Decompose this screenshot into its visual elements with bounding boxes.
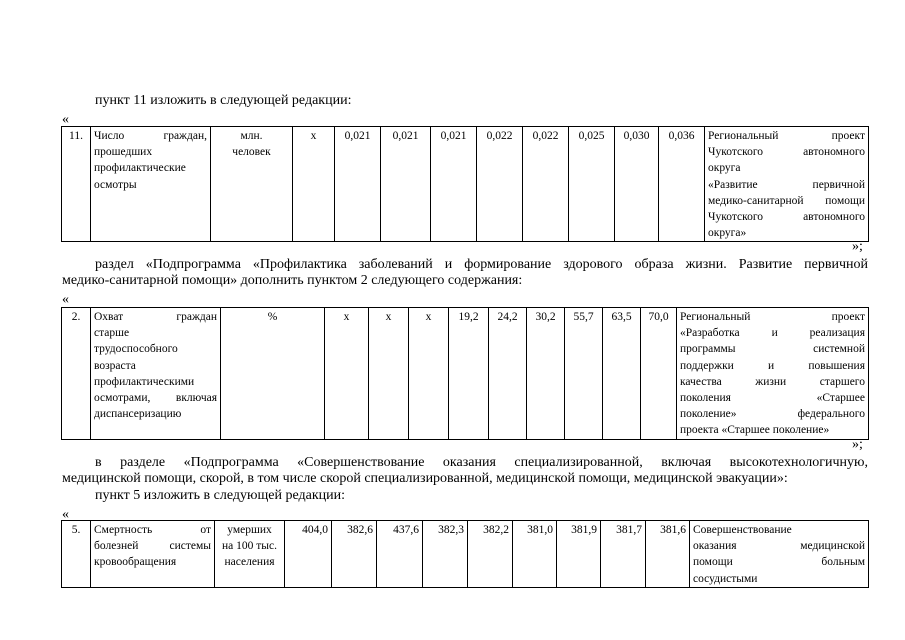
value-cell: 437,6 — [377, 521, 423, 588]
closing-quote: »; — [852, 239, 863, 254]
indicator-name-cell: Охват граждан старше трудоспособного возраста профилактическими осмотрами, включая диспансеризацию — [91, 308, 221, 440]
indicator-name-cell: Число граждан, прошедших профилактические осмотры — [91, 127, 211, 242]
closing-quote: »; — [852, 437, 863, 452]
section-intro-line-1: раздел «Подпрограмма «Профилактика заболеваний и формирование здорового образа жизни. Развитие первичной — [95, 257, 868, 272]
row-number: 2. — [62, 308, 91, 440]
unit-cell: % — [221, 308, 325, 440]
unit-cell: умерших на 100 тыс. населения — [215, 521, 285, 588]
value-cell: 381,7 — [601, 521, 646, 588]
unit-cell: млн. человек — [211, 127, 293, 242]
value-cell: 0,025 — [569, 127, 615, 242]
value-cell: x — [369, 308, 409, 440]
opening-quote: « — [62, 507, 69, 522]
value-cell: 0,021 — [431, 127, 477, 242]
value-cell: 404,0 — [285, 521, 332, 588]
value-cell: 0,030 — [615, 127, 659, 242]
indicator-name-cell: Смертность от болезней системы кровообращения — [91, 521, 215, 588]
value-cell: 0,021 — [381, 127, 431, 242]
value-cell: 381,0 — [513, 521, 557, 588]
section-intro-line-2: медико-санитарной помощи» дополнить пунктом 2 следующего содержания: — [62, 273, 523, 288]
item-5-intro: пункт 5 изложить в следующей редакции: — [95, 488, 345, 503]
indicator-table-item-2 — [61, 307, 869, 440]
value-cell: 382,3 — [423, 521, 468, 588]
value-cell: 24,2 — [489, 308, 527, 440]
table-row — [62, 308, 869, 440]
value-cell: 382,2 — [468, 521, 513, 588]
value-cell: 382,6 — [332, 521, 377, 588]
project-cell: Совершенствование оказания медицинской помощи больным сосудистыми — [690, 521, 869, 588]
subprogram-intro-line-1: в разделе «Подпрограмма «Совершенствование оказания специализированной, включая высокотехнологичную, — [95, 455, 868, 470]
indicator-table-item-11 — [61, 126, 869, 242]
table-row — [62, 521, 869, 588]
subprogram-intro-line-2: медицинской помощи, скорой, в том числе скорой специализированной, медицинской помощи, медицинской эвакуации»: — [62, 471, 788, 486]
value-cell: 381,6 — [646, 521, 690, 588]
value-cell: 0,021 — [335, 127, 381, 242]
value-cell: 0,036 — [659, 127, 705, 242]
indicator-table-item-5 — [61, 520, 869, 588]
project-cell: Региональный проект Чукотского автономного округа «Развитие первичной медико-санитарной помощи Чукотского автономного округа» — [705, 127, 869, 242]
value-cell: x — [325, 308, 369, 440]
item-11-intro: пункт 11 изложить в следующей редакции: — [95, 93, 352, 108]
project-cell: Региональный проект «Разработка и реализация программы системной поддержки и повышения качества жизни старшего поколения «Старшее поколение» федерального проекта «Старшее поколение» — [677, 308, 869, 440]
opening-quote: « — [62, 112, 69, 127]
value-cell: x — [409, 308, 449, 440]
value-cell: 0,022 — [523, 127, 569, 242]
row-number: 11. — [62, 127, 91, 242]
value-cell: 19,2 — [449, 308, 489, 440]
value-cell: 63,5 — [603, 308, 641, 440]
value-cell: 70,0 — [641, 308, 677, 440]
value-cell: 55,7 — [565, 308, 603, 440]
value-cell: 0,022 — [477, 127, 523, 242]
row-number: 5. — [62, 521, 91, 588]
opening-quote: « — [62, 292, 69, 307]
value-cell: 30,2 — [527, 308, 565, 440]
base-value-cell: x — [293, 127, 335, 242]
table-row — [62, 127, 869, 242]
value-cell: 381,9 — [557, 521, 601, 588]
